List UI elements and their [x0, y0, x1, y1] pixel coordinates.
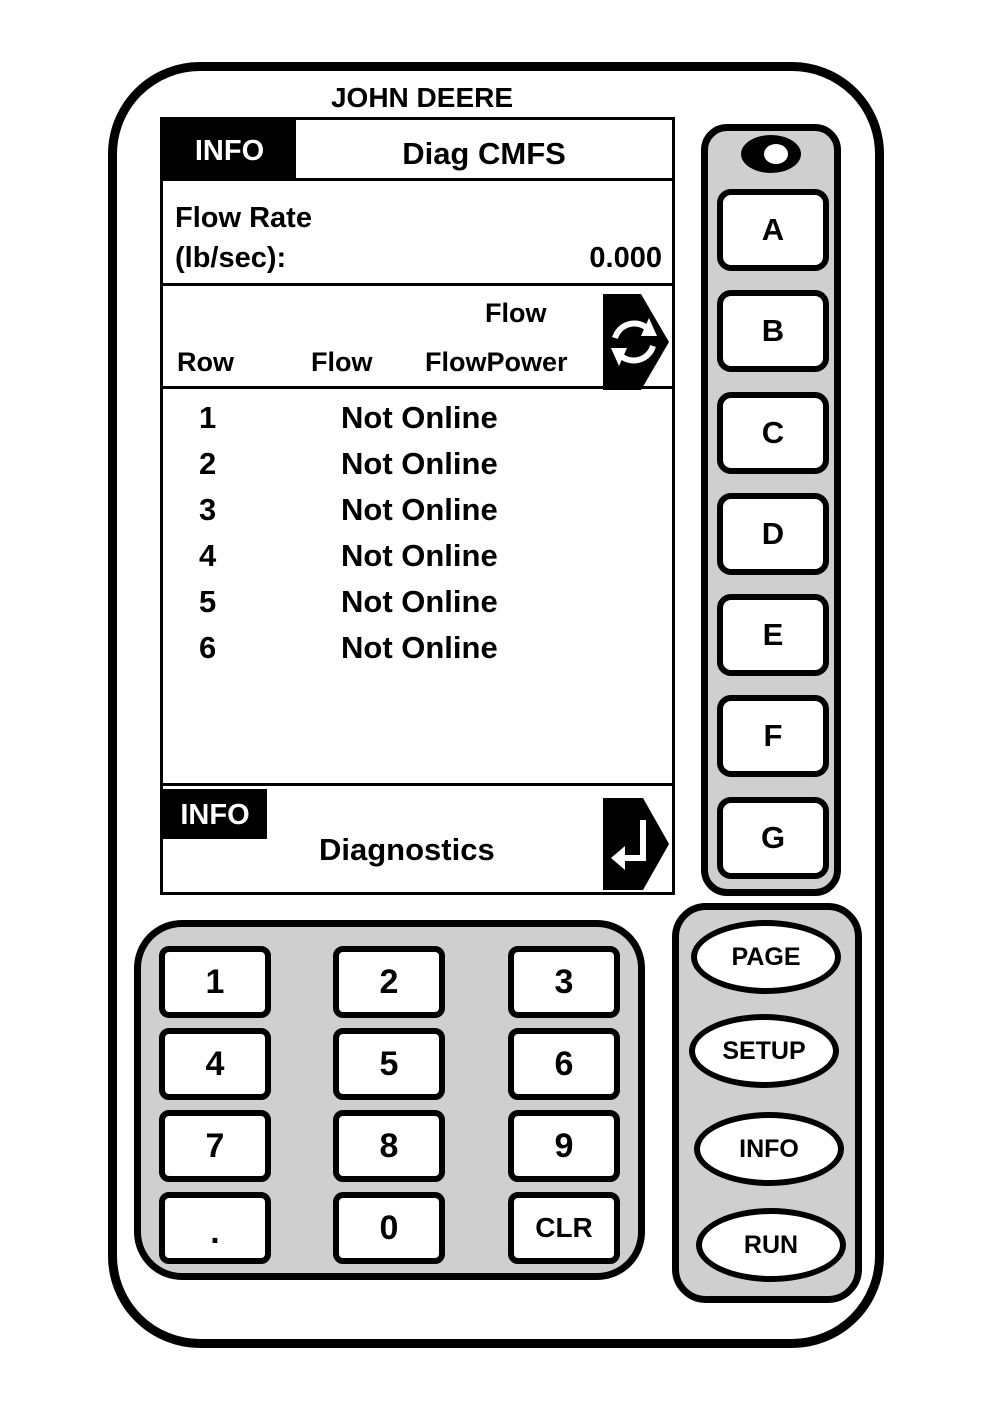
key-7[interactable]: 7: [159, 1110, 271, 1182]
key-2[interactable]: 2: [333, 946, 445, 1018]
key-1[interactable]: 1: [159, 946, 271, 1018]
softkey-g[interactable]: G: [717, 797, 829, 879]
list-item: [163, 584, 672, 630]
column-header-flowpower: FlowPower: [425, 347, 568, 377]
key-clear[interactable]: CLR: [508, 1192, 620, 1264]
brand-label: JOHN DEERE: [330, 82, 514, 113]
display-screen: [160, 117, 675, 895]
setup-button[interactable]: SETUP: [689, 1014, 839, 1088]
page-button[interactable]: PAGE: [691, 920, 841, 994]
header-info-tag: INFO: [163, 120, 296, 178]
flow-rate-value: 0.000: [589, 242, 662, 274]
run-button[interactable]: RUN: [696, 1208, 846, 1282]
softkey-c[interactable]: C: [717, 392, 829, 474]
divider: [163, 783, 672, 786]
key-9[interactable]: 9: [508, 1110, 620, 1182]
key-decimal[interactable]: .: [159, 1192, 271, 1264]
key-3[interactable]: 3: [508, 946, 620, 1018]
info-button[interactable]: INFO: [694, 1112, 844, 1186]
footer-page-name: Diagnostics: [319, 832, 495, 867]
row-status: Not Online: [341, 492, 498, 527]
key-0[interactable]: 0: [333, 1192, 445, 1264]
row-status: Not Online: [341, 584, 498, 619]
row-status: Not Online: [341, 446, 498, 481]
key-8[interactable]: 8: [333, 1110, 445, 1182]
column-header-row: Row: [177, 347, 234, 377]
row-number: 1: [199, 400, 217, 435]
row-number: 6: [199, 630, 217, 665]
flow-rate-unit: (lb/sec):: [175, 242, 287, 274]
row-number: 4: [199, 538, 217, 573]
list-item: [163, 630, 672, 676]
softkey-f[interactable]: F: [717, 695, 829, 777]
key-5[interactable]: 5: [333, 1028, 445, 1100]
divider: [163, 386, 672, 389]
column-header-flow: Flow: [311, 347, 373, 377]
divider: [163, 178, 672, 181]
list-item: [163, 492, 672, 538]
return-arrow-icon[interactable]: [603, 798, 671, 890]
cycle-arrows-icon[interactable]: [603, 294, 671, 390]
row-number: 5: [199, 584, 217, 619]
key-4[interactable]: 4: [159, 1028, 271, 1100]
brightness-icon[interactable]: [738, 132, 804, 176]
row-number: 3: [199, 492, 217, 527]
list-item: [163, 538, 672, 584]
softkey-a[interactable]: A: [717, 189, 829, 271]
flow-rate-label: Flow Rate: [175, 202, 312, 234]
page-title: Diag CMFS: [402, 136, 566, 171]
row-number: 2: [199, 446, 217, 481]
softkey-b[interactable]: B: [717, 290, 829, 372]
list-item: [163, 400, 672, 446]
row-status: Not Online: [341, 630, 498, 665]
list-item: [163, 446, 672, 492]
row-status: Not Online: [341, 400, 498, 435]
divider: [163, 283, 672, 286]
key-6[interactable]: 6: [508, 1028, 620, 1100]
column-header-flow-top: Flow: [485, 298, 547, 328]
softkey-d[interactable]: D: [717, 493, 829, 575]
row-status: Not Online: [341, 538, 498, 573]
softkey-e[interactable]: E: [717, 594, 829, 676]
footer-info-tag: INFO: [163, 789, 267, 839]
